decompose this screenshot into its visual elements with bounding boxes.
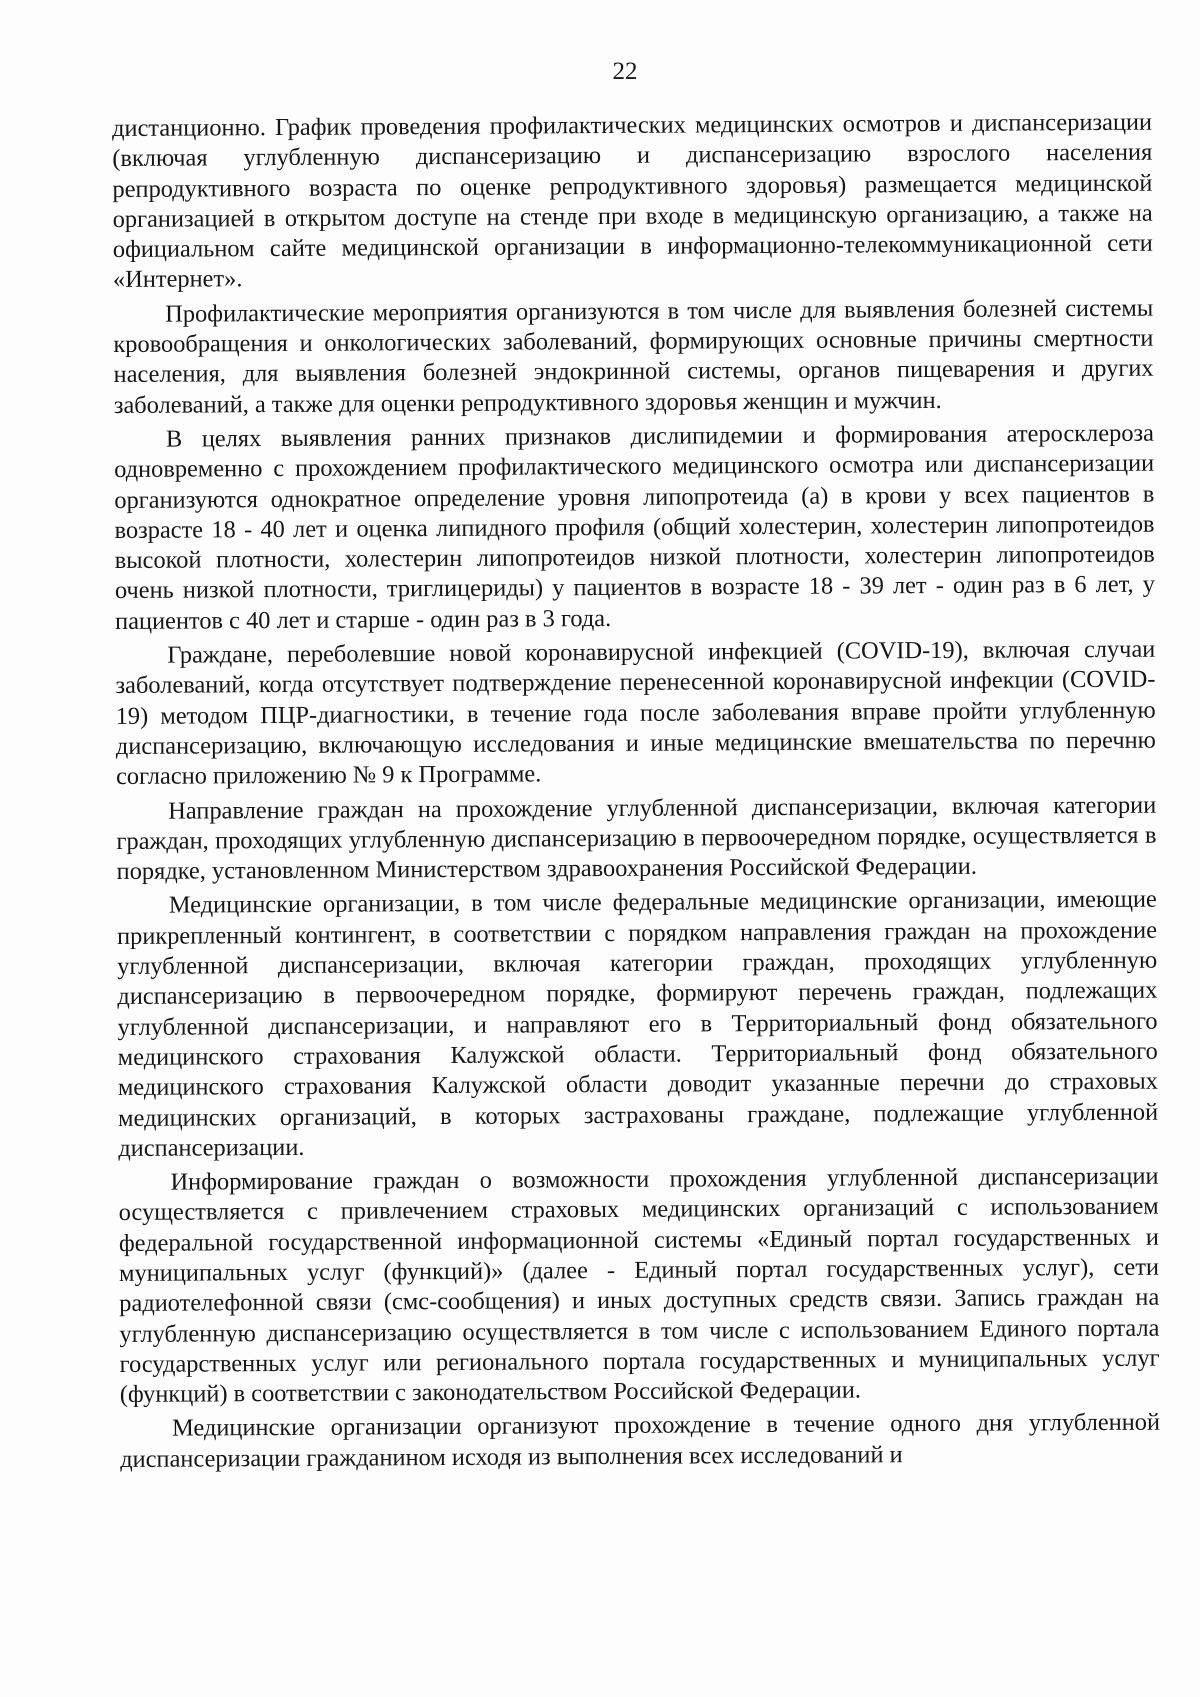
paragraph-covid-recovered-citizens: Граждане, переболевшие новой коронавирусной инфекцией (COVID-19), включая случаи заболеваний, когда отсутствует подтверждение перенесенной коронавирусной инфекции (COVID-19) методом ПЦР-диагностики, в течение года после заболевания вправе пройти углубленную диспансеризацию, включающую исследования и иные медицинские вмешательства по перечню согласно приложению № 9 к Программе. [115, 635, 1156, 791]
paragraph-one-day-examination: Медицинские организации организуют прохождение в течение одного дня углубленной диспансеризации гражданином исходя из выполнения всех исследований и [120, 1409, 1161, 1473]
paragraph-scheduling-continuation: дистанционно. График проведения профилактических медицинских осмотров и диспансеризации (включая углубленную диспансеризацию и диспансеризацию взрослого населения репродуктивного возраста по оценке репродуктивного здоровья) размещается медицинской организацией в открытом доступе на стенде при входе в медицинскую организацию, а также на официальном сайте медицинской организации в информационно-телекоммуникационной сети «Интернет». [112, 108, 1153, 294]
paragraph-medical-organizations-lists: Медицинские организации, в том числе федеральные медицинские организации, имеющие прикрепленный контингент, в соответствии с порядком направления граждан на прохождение углубленной диспансеризации, включая категории граждан, проходящих углубленную диспансеризацию в первоочередном порядке, формируют перечень граждан, подлежащих углубленной диспансеризации, и направляют его в Территориальный фонд обязательного медицинского страхования Калужской области. Территориальный фонд обязательного медицинского страхования Калужской области доводит указанные перечни до страховых медицинских организаций, в которых застрахованы граждане, подлежащие углубленной диспансеризации. [116, 886, 1159, 1162]
paragraph-dyslipidemia-screening: В целях выявления ранних признаков дислипидемии и формирования атеросклероза одновременно с прохождением профилактического медицинского осмотра или диспансеризации организуются однократное определение уровня липопротеида (а) в крови у всех пациентов в возрасте 18 - 40 лет и оценка липидного профиля (общий холестерин, холестерин липопротеидов высокой плотности, холестерин липопротеидов низкой плотности, холестерин липопротеидов очень низкой плотности, триглицериды) у пациентов в возрасте 18 - 39 лет - один раз в 6 лет, у пациентов с 40 лет и старше - один раз в 3 года. [114, 419, 1155, 635]
document-body [112, 108, 1160, 1475]
paragraph-citizen-informing: Информирование граждан о возможности прохождения углубленной диспансеризации осуществляется с привлечением страховых медицинских организаций с использованием федеральной государственной информационной системы «Единый портал государственных и муниципальных услуг (функций)» (далее - Единый портал государственных услуг), сети радиотелефонной связи (смс-сообщения) и иных доступных средств связи. Запись граждан на углубленную диспансеризацию осуществляется в том числе с использованием Единого портала государственных услуг или регионального портала государственных и муниципальных услуг (функций) в соответствии с законодательством Российской Федерации. [118, 1162, 1160, 1409]
paragraph-referral-procedure: Направление граждан на прохождение углубленной диспансеризации, включая категории граждан, проходящих углубленную диспансеризацию в первоочередном порядке, осуществляется в порядке, установленном Министерством здравоохранения Российской Федерации. [116, 791, 1157, 886]
paragraph-preventive-measures: Профилактические мероприятия организуются в том числе для выявления болезней системы кровообращения и онкологических заболеваний, формирующих основные причины смертности населения, для выявления болезней эндокринной системы, органов пищеварения и других заболеваний, а также для оценки репродуктивного здоровья женщин и мужчин. [113, 294, 1154, 419]
page-number: 22 [612, 58, 638, 85]
